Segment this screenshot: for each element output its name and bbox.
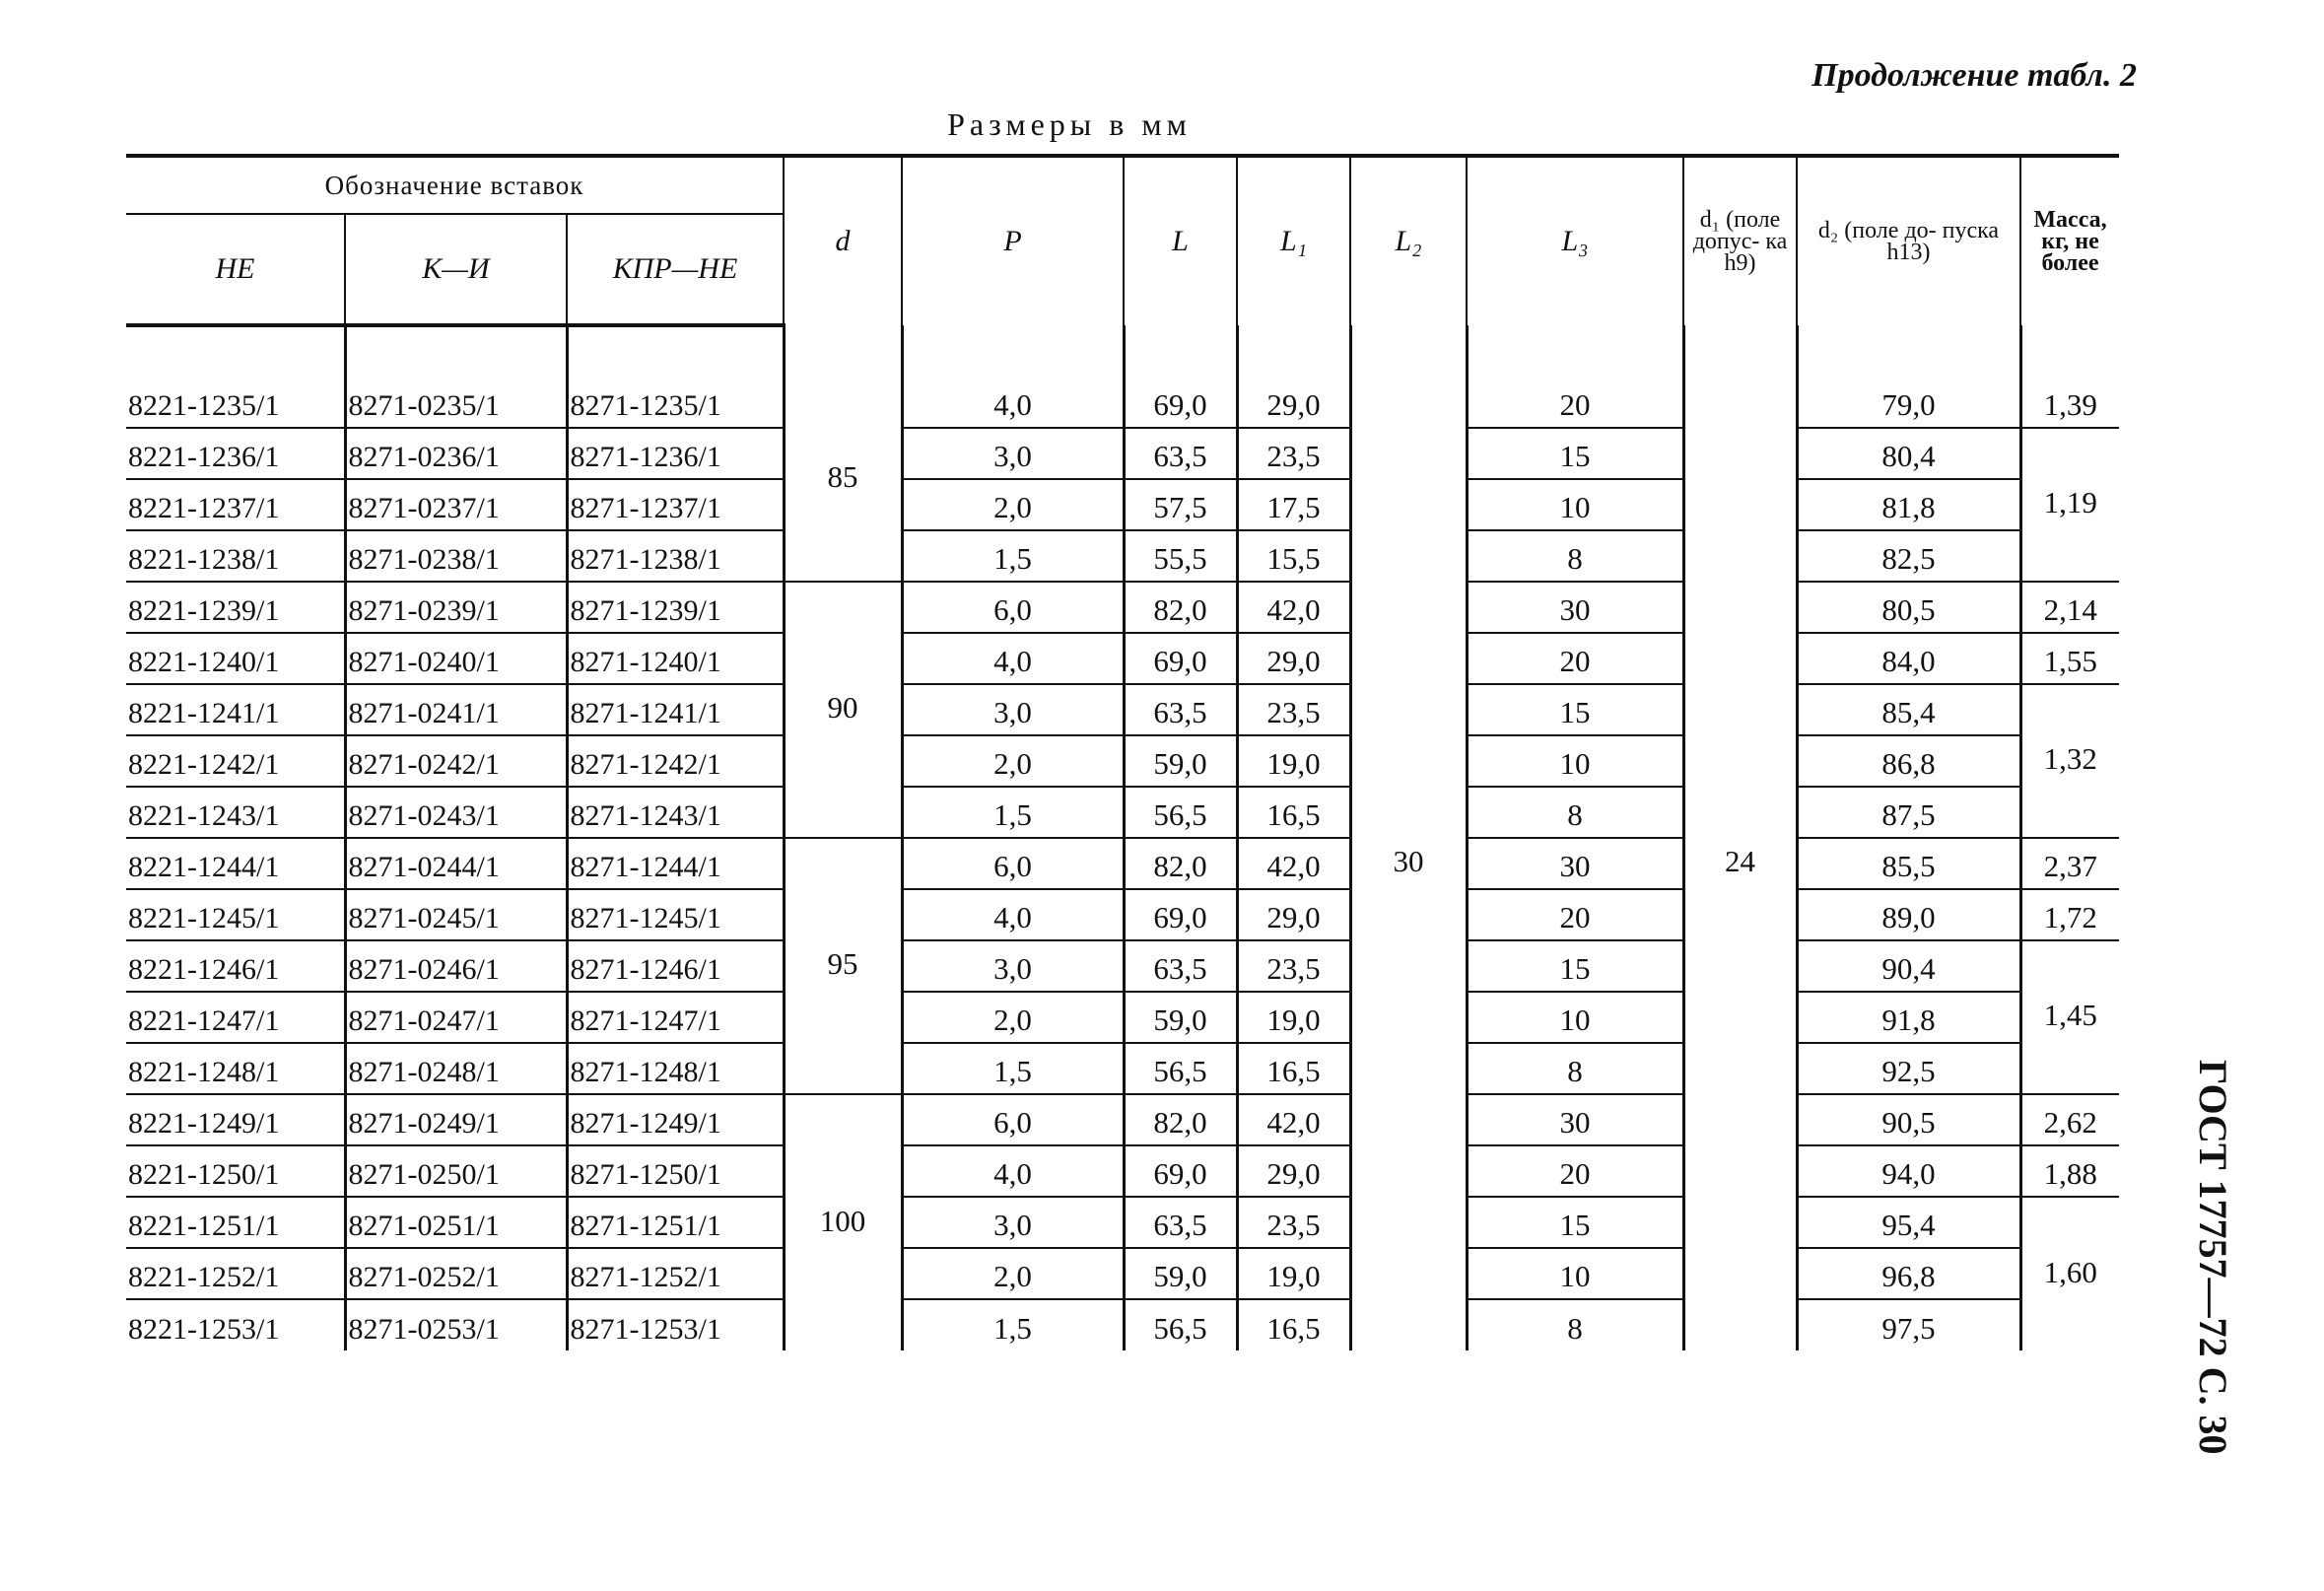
p-value: 6,0 <box>902 582 1124 633</box>
l-value: 82,0 <box>1124 1094 1237 1145</box>
l-value: 59,0 <box>1124 992 1237 1043</box>
mass-value: 1,32 <box>2020 684 2119 838</box>
d2-value: 90,5 <box>1797 1094 2020 1145</box>
ki-code: 8271-0240/1 <box>345 633 567 684</box>
l2-value: 30 <box>1350 377 1467 1350</box>
l1-value: 29,0 <box>1237 889 1350 940</box>
mass-value: 1,60 <box>2020 1197 2119 1350</box>
p-value: 3,0 <box>902 1197 1124 1248</box>
l-value: 63,5 <box>1124 940 1237 992</box>
table-row <box>126 735 2119 787</box>
ne-code: 8221-1251/1 <box>126 1197 345 1248</box>
l-value: 56,5 <box>1124 1299 1237 1350</box>
l-value: 69,0 <box>1124 1145 1237 1197</box>
sizes-caption: Размеры в мм <box>947 106 1192 142</box>
l1-value: 23,5 <box>1237 1197 1350 1248</box>
ki-code: 8271-0249/1 <box>345 1094 567 1145</box>
ne-code: 8221-1238/1 <box>126 530 345 582</box>
l3-value: 8 <box>1467 530 1683 582</box>
ki-code: 8271-0251/1 <box>345 1197 567 1248</box>
ne-code: 8221-1241/1 <box>126 684 345 735</box>
d2-value: 96,8 <box>1797 1248 2020 1299</box>
header-ne: НЕ <box>126 214 345 325</box>
l3-value: 30 <box>1467 582 1683 633</box>
ne-code: 8221-1240/1 <box>126 633 345 684</box>
p-value: 1,5 <box>902 1299 1124 1350</box>
l3-value: 8 <box>1467 1043 1683 1094</box>
d1-value: 24 <box>1683 377 1797 1350</box>
l3-value: 20 <box>1467 1145 1683 1197</box>
l1-value: 19,0 <box>1237 1248 1350 1299</box>
ne-code: 8221-1235/1 <box>126 377 345 428</box>
ki-code: 8271-0238/1 <box>345 530 567 582</box>
l1-value: 23,5 <box>1237 684 1350 735</box>
l-value: 63,5 <box>1124 428 1237 479</box>
ki-code: 8271-0247/1 <box>345 992 567 1043</box>
mass-value: 2,62 <box>2020 1094 2119 1145</box>
l3-value: 30 <box>1467 838 1683 889</box>
l1-value: 16,5 <box>1237 787 1350 838</box>
d2-value: 80,4 <box>1797 428 2020 479</box>
ne-code: 8221-1237/1 <box>126 479 345 530</box>
l1-value: 17,5 <box>1237 479 1350 530</box>
header-d: d <box>784 156 902 325</box>
l1-value: 29,0 <box>1237 377 1350 428</box>
p-value: 4,0 <box>902 633 1124 684</box>
table-row <box>126 992 2119 1043</box>
ne-code: 8221-1253/1 <box>128 1313 280 1346</box>
mass-value: 1,88 <box>2020 1145 2119 1197</box>
table-row <box>126 940 2119 992</box>
table-row <box>126 684 2119 735</box>
l1-value: 23,5 <box>1237 940 1350 992</box>
ne-code: 8221-1243/1 <box>126 787 345 838</box>
ki-code: 8271-0245/1 <box>345 889 567 940</box>
header-ki: К—И <box>345 214 567 325</box>
l3-value: 15 <box>1467 940 1683 992</box>
table-row <box>126 889 2119 940</box>
kpr-code: 8271-1244/1 <box>567 838 784 889</box>
ne-code: 8221-1245/1 <box>126 889 345 940</box>
ki-code: 8271-0241/1 <box>345 684 567 735</box>
kpr-code: 8271-1241/1 <box>567 684 784 735</box>
d2-value: 82,5 <box>1797 530 2020 582</box>
d2-value: 90,4 <box>1797 940 2020 992</box>
kpr-code: 8271-1251/1 <box>567 1197 784 1248</box>
mass-value: 1,19 <box>2020 428 2119 582</box>
d-value: 85 <box>784 377 902 582</box>
kpr-code: 8271-1247/1 <box>567 992 784 1043</box>
header-l: L <box>1124 156 1237 325</box>
table-row <box>126 838 2119 889</box>
l1-value: 15,5 <box>1237 530 1350 582</box>
table-row <box>126 787 2119 838</box>
d2-value: 86,8 <box>1797 735 2020 787</box>
mass-value: 1,45 <box>2020 940 2119 1094</box>
l1-value: 16,5 <box>1237 1299 1350 1350</box>
table-row <box>126 1248 2119 1299</box>
p-value: 3,0 <box>902 684 1124 735</box>
kpr-code: 8271-1252/1 <box>567 1248 784 1299</box>
l1-value: 42,0 <box>1237 838 1350 889</box>
l-value: 56,5 <box>1124 1043 1237 1094</box>
l3-value: 10 <box>1467 992 1683 1043</box>
l3-value: 10 <box>1467 1248 1683 1299</box>
d2-value: 81,8 <box>1797 479 2020 530</box>
l1-value: 16,5 <box>1237 1043 1350 1094</box>
p-value: 1,5 <box>902 1043 1124 1094</box>
ne-code: 8221-1244/1 <box>126 838 345 889</box>
header-l2: L₂ <box>1350 156 1467 325</box>
ki-code: 8271-0246/1 <box>345 940 567 992</box>
l-value: 63,5 <box>1124 684 1237 735</box>
gost-side-label: ГОСТ 17757—72 С. 30 <box>2191 1060 2235 1455</box>
p-value: 1,5 <box>902 787 1124 838</box>
p-value: 4,0 <box>902 377 1124 428</box>
header-l1: L₁ <box>1237 156 1350 325</box>
l-value: 82,0 <box>1124 838 1237 889</box>
d2-value: 80,5 <box>1797 582 2020 633</box>
l-value: 69,0 <box>1124 889 1237 940</box>
d2-value: 94,0 <box>1797 1145 2020 1197</box>
header-kprne: КПР—НЕ <box>567 214 784 325</box>
l3-value: 8 <box>1467 787 1683 838</box>
l1-value: 42,0 <box>1237 1094 1350 1145</box>
d2-value: 92,5 <box>1797 1043 2020 1094</box>
l-value: 63,5 <box>1124 1197 1237 1248</box>
ne-code: 8221-1242/1 <box>126 735 345 787</box>
ki-code: 8271-0235/1 <box>345 377 567 428</box>
p-value: 2,0 <box>902 479 1124 530</box>
ne-code: 8221-1246/1 <box>126 940 345 992</box>
ne-code: 8221-1239/1 <box>126 582 345 633</box>
p-value: 3,0 <box>902 428 1124 479</box>
l3-value: 30 <box>1467 1094 1683 1145</box>
kpr-code: 8271-1236/1 <box>567 428 784 479</box>
header-d2: d₂ (поле до- пуска h13) <box>1797 156 2020 325</box>
kpr-code: 8271-1242/1 <box>567 735 784 787</box>
mass-value: 1,72 <box>2020 889 2119 940</box>
header-group-designation: Обозначение вставок <box>126 156 784 214</box>
kpr-code: 8271-1246/1 <box>567 940 784 992</box>
l3-value: 8 <box>1467 1299 1683 1350</box>
kpr-code: 8271-1237/1 <box>567 479 784 530</box>
p-value: 2,0 <box>902 992 1124 1043</box>
ne-code: 8221-1247/1 <box>126 992 345 1043</box>
l1-value: 23,5 <box>1237 428 1350 479</box>
mass-value: 2,37 <box>2020 838 2119 889</box>
l3-value: 15 <box>1467 684 1683 735</box>
kpr-code: 8271-1248/1 <box>567 1043 784 1094</box>
ki-code: 8271-0242/1 <box>345 735 567 787</box>
ne-code: 8221-1236/1 <box>126 428 345 479</box>
kpr-code: 8271-1245/1 <box>567 889 784 940</box>
d2-value: 97,5 <box>1797 1299 2020 1350</box>
l-value: 69,0 <box>1124 377 1237 428</box>
l3-value: 20 <box>1467 633 1683 684</box>
l-value: 59,0 <box>1124 1248 1237 1299</box>
mass-value: 1,55 <box>2020 633 2119 684</box>
table-row <box>126 428 2119 479</box>
table-row <box>126 1299 2119 1350</box>
continuation-title: Продолжение табл. 2 <box>1811 57 2137 94</box>
table-row <box>126 1094 2119 1145</box>
mass-value: 1,39 <box>2020 377 2119 428</box>
d-value: 95 <box>784 838 902 1094</box>
p-value: 1,5 <box>902 530 1124 582</box>
d2-value: 85,4 <box>1797 684 2020 735</box>
l1-value: 29,0 <box>1237 1145 1350 1197</box>
p-value: 4,0 <box>902 889 1124 940</box>
kpr-code: 8271-1238/1 <box>567 530 784 582</box>
ki-code: 8271-0250/1 <box>345 1145 567 1197</box>
header-d1: d₁ (поле допус- ка h9) <box>1683 156 1797 325</box>
l3-value: 20 <box>1467 889 1683 940</box>
l1-value: 19,0 <box>1237 735 1350 787</box>
l3-value: 10 <box>1467 479 1683 530</box>
p-value: 3,0 <box>902 940 1124 992</box>
kpr-code: 8271-1250/1 <box>567 1145 784 1197</box>
l-value: 57,5 <box>1124 479 1237 530</box>
kpr-code: 8271-1240/1 <box>567 633 784 684</box>
l3-value: 10 <box>1467 735 1683 787</box>
d-value: 90 <box>784 582 902 838</box>
kpr-code: 8271-1239/1 <box>567 582 784 633</box>
l3-value: 15 <box>1467 1197 1683 1248</box>
ne-code: 8221-1248/1 <box>126 1043 345 1094</box>
header-l3: L₃ <box>1467 156 1683 325</box>
d2-value: 84,0 <box>1797 633 2020 684</box>
d2-value: 87,5 <box>1797 787 2020 838</box>
ki-code: 8271-0252/1 <box>345 1248 567 1299</box>
p-value: 6,0 <box>902 1094 1124 1145</box>
l-value: 59,0 <box>1124 735 1237 787</box>
p-value: 2,0 <box>902 1248 1124 1299</box>
d2-value: 95,4 <box>1797 1197 2020 1248</box>
header-p: P <box>902 156 1124 325</box>
l-value: 82,0 <box>1124 582 1237 633</box>
l1-value: 19,0 <box>1237 992 1350 1043</box>
l1-value: 42,0 <box>1237 582 1350 633</box>
ne-code: 8221-1252/1 <box>126 1248 345 1299</box>
table-row <box>126 582 2119 633</box>
ki-code: 8271-0248/1 <box>345 1043 567 1094</box>
d2-value: 85,5 <box>1797 838 2020 889</box>
table-row <box>126 1043 2119 1094</box>
kpr-code: 8271-1243/1 <box>567 787 784 838</box>
ki-code: 8271-0236/1 <box>345 428 567 479</box>
ki-code: 8271-0253/1 <box>345 1299 567 1350</box>
d-value: 100 <box>784 1094 902 1350</box>
p-value: 6,0 <box>902 838 1124 889</box>
l-value: 56,5 <box>1124 787 1237 838</box>
l3-value: 15 <box>1467 428 1683 479</box>
l1-value: 29,0 <box>1237 633 1350 684</box>
ki-code: 8271-0244/1 <box>345 838 567 889</box>
l-value: 69,0 <box>1124 633 1237 684</box>
table-row <box>126 479 2119 530</box>
kpr-code: 8271-1253/1 <box>567 1299 784 1350</box>
mass-value: 2,14 <box>2020 582 2119 633</box>
table-row <box>126 377 2119 428</box>
l3-value: 20 <box>1467 377 1683 428</box>
ki-code: 8271-0243/1 <box>345 787 567 838</box>
ki-code: 8271-0237/1 <box>345 479 567 530</box>
table-row <box>126 633 2119 684</box>
d2-value: 91,8 <box>1797 992 2020 1043</box>
l-value: 55,5 <box>1124 530 1237 582</box>
kpr-code: 8271-1235/1 <box>567 377 784 428</box>
table-row <box>126 1145 2119 1197</box>
ne-code: 8221-1249/1 <box>126 1094 345 1145</box>
ne-code: 8221-1250/1 <box>126 1145 345 1197</box>
kpr-code: 8271-1249/1 <box>567 1094 784 1145</box>
table-row <box>126 1197 2119 1248</box>
ki-code: 8271-0239/1 <box>345 582 567 633</box>
p-value: 4,0 <box>902 1145 1124 1197</box>
d2-value: 79,0 <box>1797 377 2020 428</box>
table-row <box>126 530 2119 582</box>
p-value: 2,0 <box>902 735 1124 787</box>
header-mass: Масса, кг, не более <box>2020 156 2119 325</box>
dimensions-table <box>126 154 2119 1350</box>
d2-value: 89,0 <box>1797 889 2020 940</box>
